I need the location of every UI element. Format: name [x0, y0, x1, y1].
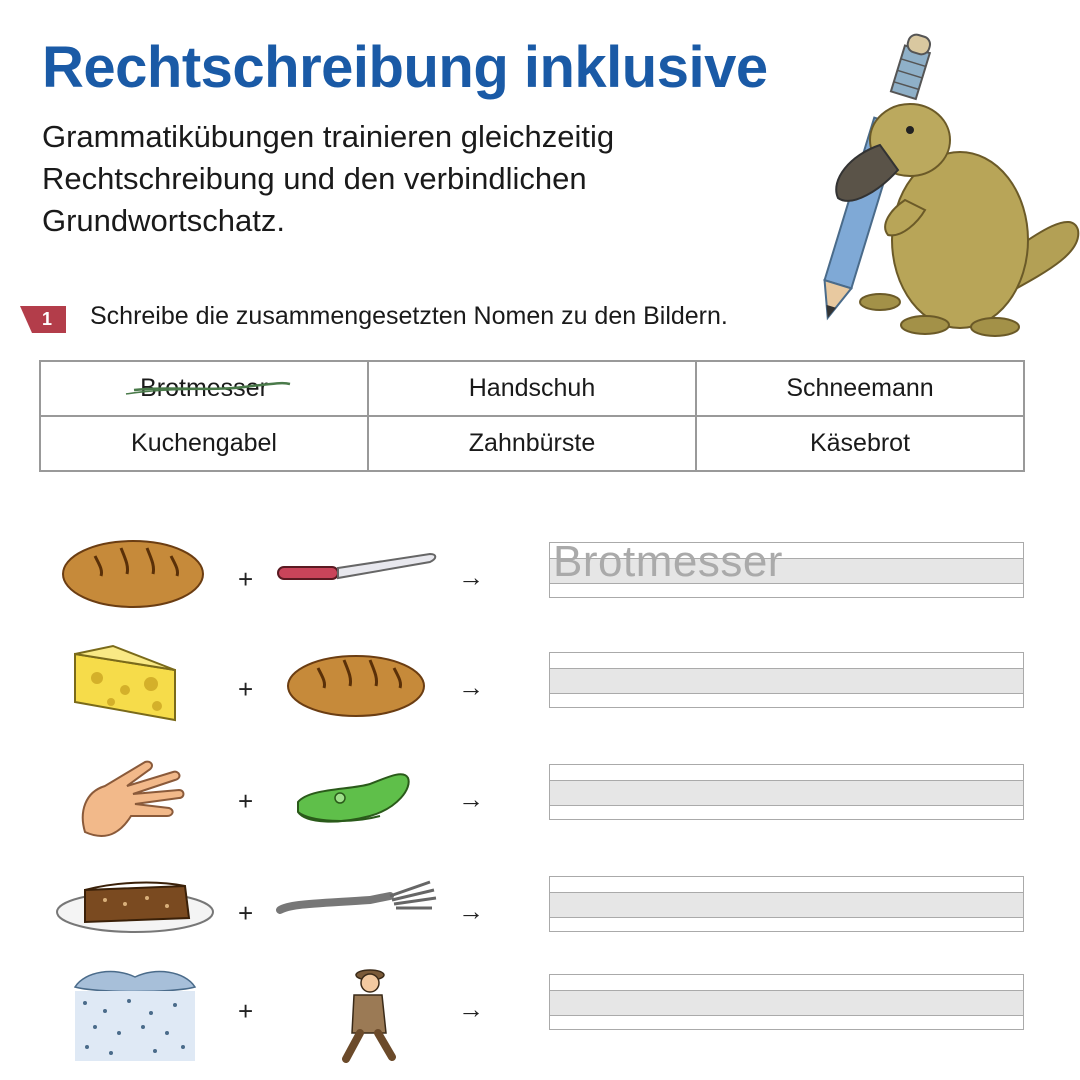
writing-lines[interactable] [549, 876, 1024, 932]
writing-lines[interactable] [549, 652, 1024, 708]
bread-icon [270, 640, 450, 740]
word-bank-table [39, 360, 1025, 472]
writing-lines[interactable] [549, 764, 1024, 820]
task-instruction: Schreibe die zusammengesetzten Nomen zu den Bildern. [90, 302, 728, 330]
writing-lines[interactable] [549, 537, 1024, 598]
arrow-right-icon: → [458, 994, 484, 1024]
cake-on-plate-icon [55, 864, 215, 964]
snow-icon [55, 962, 215, 1072]
page-title: Rechtschreibung inklusive [42, 35, 768, 100]
word-bank-cell: Zahnbürste [368, 416, 696, 471]
knife-icon [270, 530, 450, 630]
exercise-row [0, 640, 1080, 750]
man-walking-icon [270, 962, 450, 1072]
shoe-icon [270, 752, 450, 852]
writing-band [550, 990, 1023, 1016]
exercise-row [0, 530, 1080, 640]
exercise-row [0, 962, 1080, 1072]
writing-band [550, 668, 1023, 694]
platypus-mascot-illustration [810, 30, 1080, 340]
writing-band [550, 780, 1023, 806]
word-bank-cell: Handschuh [368, 361, 696, 416]
exercise-row [0, 752, 1080, 862]
plus-sign: + [238, 674, 254, 704]
arrow-right-icon: → [458, 784, 484, 814]
word-bank-row [40, 416, 1024, 471]
task-number: 1 [41, 309, 52, 329]
arrow-right-icon: → [458, 562, 484, 592]
exercise-row [0, 864, 1080, 974]
cheese-icon [55, 640, 215, 740]
word-bank-row [40, 361, 1024, 416]
plus-sign: + [238, 898, 254, 928]
word-bank-cell: Schneemann [696, 361, 1024, 416]
bread-icon [55, 530, 215, 630]
page-subtitle: Grammatikübungen trainieren gleichzeitig Rechtschreibung und den verbindlichen Grundwortschatz. [42, 119, 615, 238]
word-bank-cell: Kuchengabel [40, 416, 368, 471]
arrow-right-icon: → [458, 672, 484, 702]
plus-sign: + [238, 564, 254, 594]
word-bank-cell [40, 361, 368, 416]
writing-band [550, 892, 1023, 918]
crossed-out-word: Brotmesser [140, 374, 268, 403]
answer-text: Brotmesser [553, 537, 783, 586]
plus-sign: + [238, 786, 254, 816]
strike-scribble [132, 376, 292, 404]
fork-icon [270, 864, 450, 964]
word-bank-cell: Käsebrot [696, 416, 1024, 471]
plus-sign: + [238, 996, 254, 1026]
arrow-right-icon: → [458, 896, 484, 926]
hand-icon [55, 752, 215, 852]
writing-lines[interactable] [549, 974, 1024, 1030]
